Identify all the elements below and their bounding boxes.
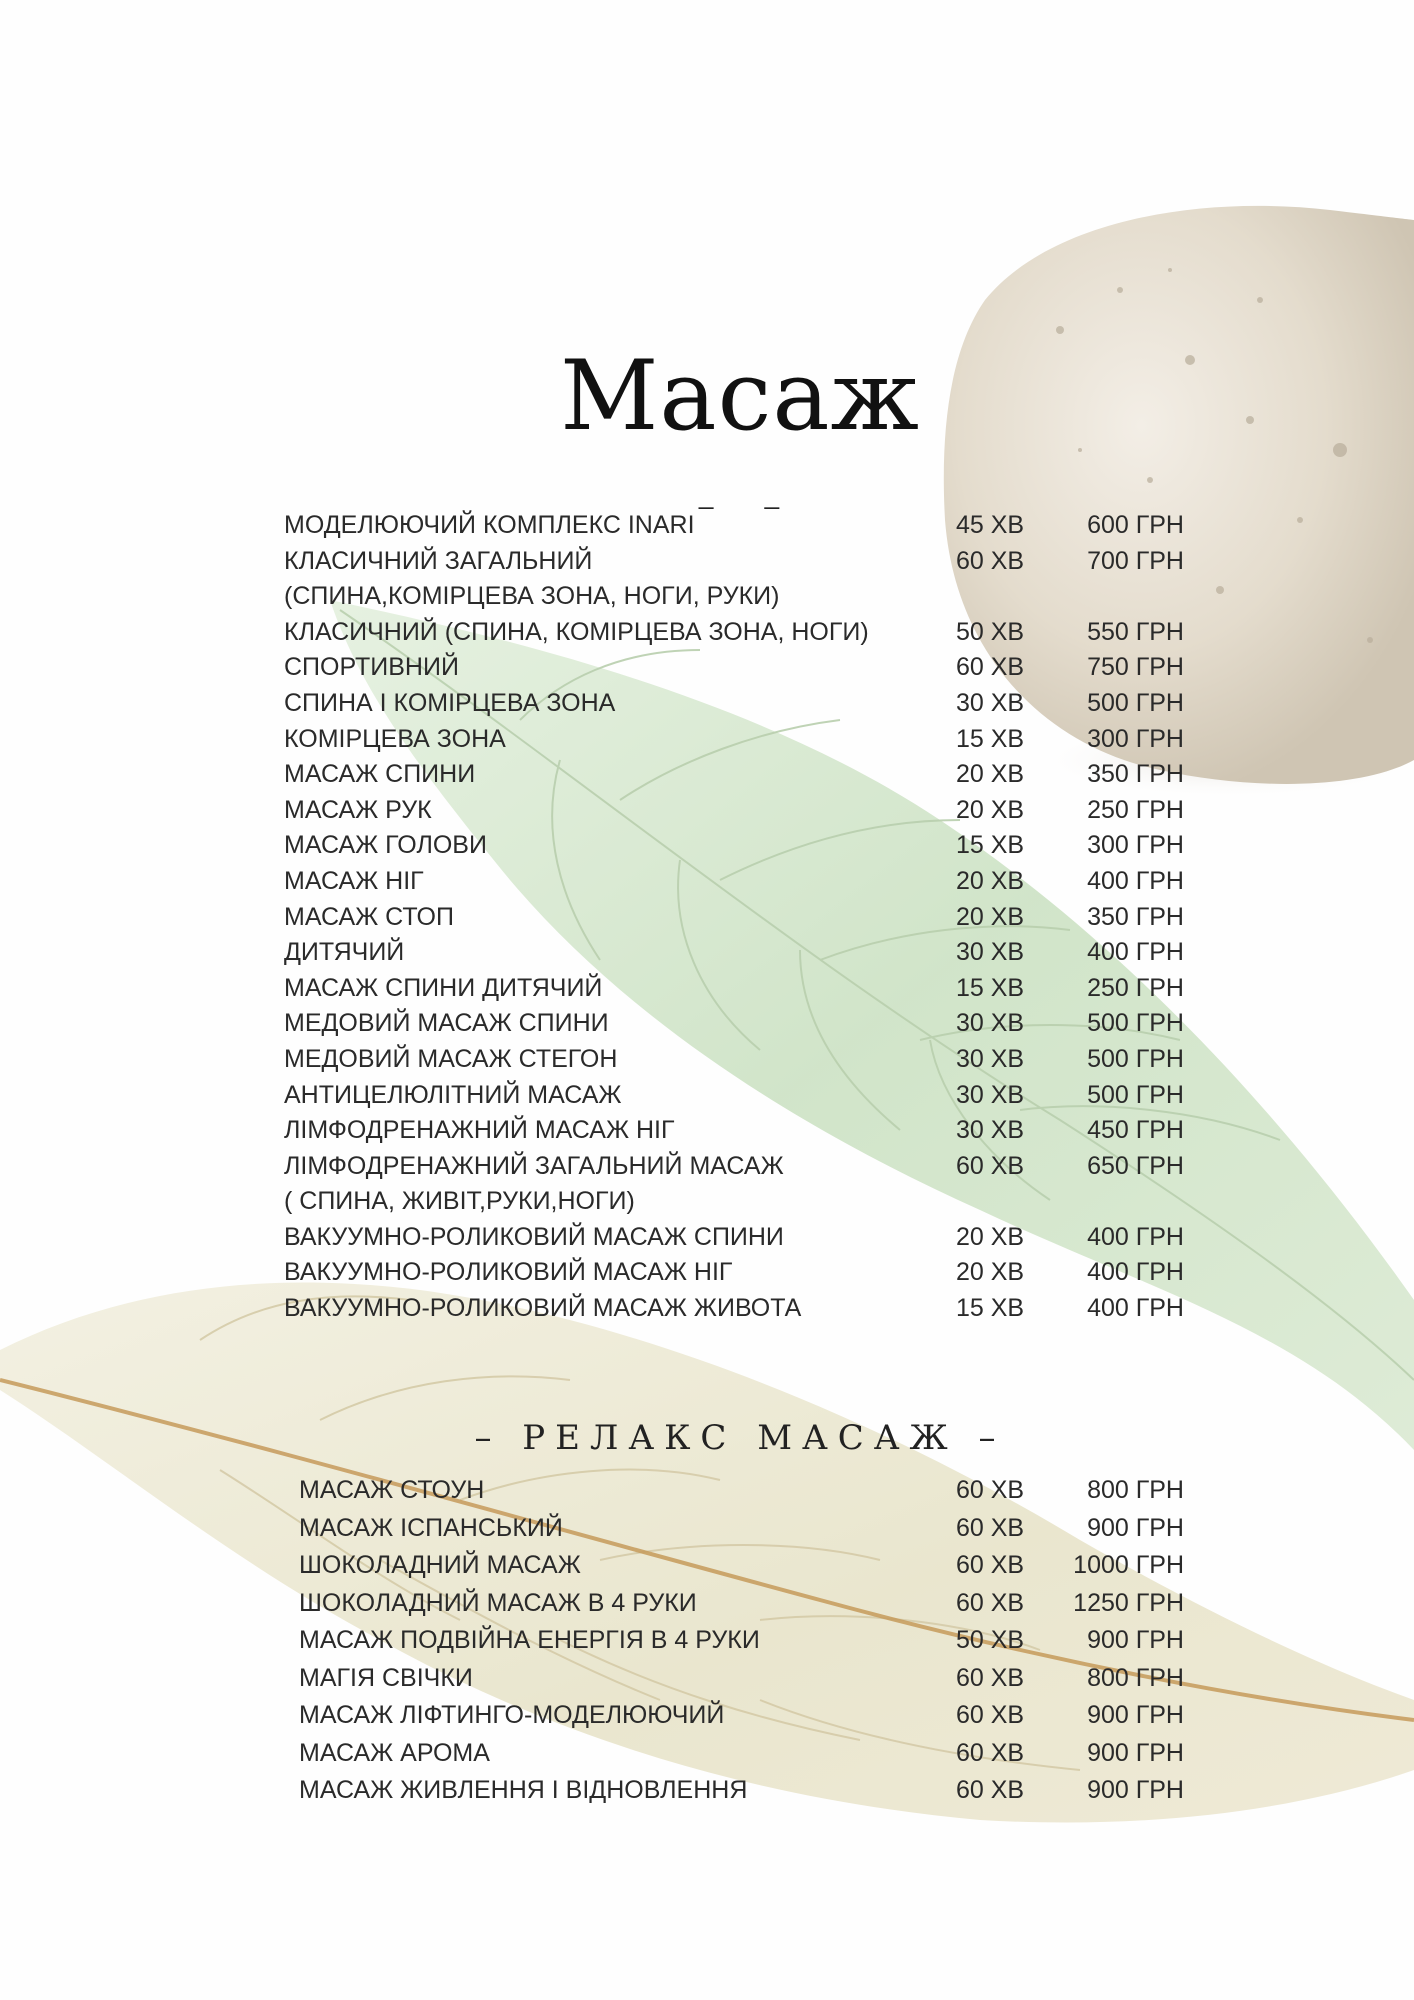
service-duration: 45 ХВ (956, 511, 1025, 539)
service-duration: 20 ХВ (956, 866, 1025, 895)
service-price: 600 ГРН (1087, 511, 1184, 539)
service-price: 300 ГРН (1087, 831, 1184, 860)
service-price: 350 ГРН (1087, 760, 1184, 789)
service-duration: 50 ХВ (956, 617, 1025, 646)
page-title: Масаж (560, 340, 920, 452)
service-price: 250 ГРН (1087, 795, 1184, 824)
service-name: КОМІРЦЕВА ЗОНА (284, 724, 506, 753)
service-price: 400 ГРН (1087, 1258, 1184, 1287)
price-row (284, 686, 1184, 722)
service-duration: 30 ХВ (956, 1080, 1025, 1109)
price-row (284, 900, 1184, 936)
service-name: МАСАЖ СТОП (284, 902, 454, 931)
service-duration: 30 ХВ (956, 688, 1025, 717)
service-name: ШОКОЛАДНИЙ МАСАЖ В 4 РУКИ (299, 1588, 697, 1617)
price-row (284, 935, 1184, 971)
relax-price-list (299, 1472, 1184, 1810)
service-name: МАСАЖ ГОЛОВИ (284, 831, 487, 860)
service-duration: 60 ХВ (956, 1588, 1025, 1617)
service-name: МАСАЖ СТОУН (299, 1476, 485, 1504)
service-name: СПИНА І КОМІРЦЕВА ЗОНА (284, 688, 616, 717)
service-duration: 20 ХВ (956, 902, 1025, 931)
service-duration: 60 ХВ (956, 653, 1025, 682)
service-price: 350 ГРН (1087, 902, 1184, 931)
price-row (299, 1622, 1184, 1660)
service-name: МАСАЖ РУК (284, 795, 432, 824)
service-price: 1000 ГРН (1073, 1551, 1184, 1579)
service-price: 300 ГРН (1087, 724, 1184, 753)
service-duration: 15 ХВ (956, 831, 1025, 860)
price-row (299, 1660, 1184, 1698)
price-row (284, 1042, 1184, 1078)
service-name: МЕДОВИЙ МАСАЖ СПИНИ (284, 1009, 609, 1038)
price-row (284, 971, 1184, 1007)
service-price: 800 ГРН (1087, 1476, 1184, 1504)
price-row (284, 544, 1184, 580)
service-price: 1250 ГРН (1073, 1588, 1184, 1617)
service-duration: 60 ХВ (956, 1663, 1025, 1692)
service-name: ШОКОЛАДНИЙ МАСАЖ (299, 1551, 581, 1579)
service-duration: 15 ХВ (956, 973, 1025, 1002)
service-name: ЛІМФОДРЕНАЖНИЙ МАСАЖ НІГ (284, 1116, 675, 1145)
service-price: 900 ГРН (1087, 1626, 1184, 1654)
service-price: 550 ГРН (1087, 617, 1184, 646)
service-duration: 60 ХВ (956, 546, 1025, 575)
service-name: ( СПИНА, ЖИВІТ,РУКИ,НОГИ) (284, 1187, 635, 1216)
price-row (284, 1184, 1184, 1220)
price-row (284, 579, 1184, 615)
price-row (284, 615, 1184, 651)
service-name: ВАКУУМНО-РОЛИКОВИЙ МАСАЖ НІГ (284, 1258, 733, 1287)
massage-price-list (284, 508, 1184, 1327)
service-price: 500 ГРН (1087, 1080, 1184, 1109)
service-duration: 30 ХВ (956, 938, 1025, 967)
service-duration: 60 ХВ (956, 1701, 1025, 1729)
price-row (284, 1291, 1184, 1327)
service-price: 450 ГРН (1087, 1116, 1184, 1145)
price-row (299, 1547, 1184, 1585)
service-price: 250 ГРН (1087, 973, 1184, 1002)
service-name: ДИТЯЧИЙ (284, 938, 405, 967)
service-duration: 20 ХВ (956, 795, 1025, 824)
price-row (299, 1472, 1184, 1510)
service-name: МАСАЖ СПИНИ (284, 760, 476, 789)
price-row (284, 757, 1184, 793)
service-price: 900 ГРН (1087, 1513, 1184, 1542)
service-name: МАСАЖ ІСПАНСЬКИЙ (299, 1513, 563, 1542)
price-row (284, 1255, 1184, 1291)
service-duration: 30 ХВ (956, 1044, 1025, 1073)
service-price: 900 ГРН (1087, 1701, 1184, 1729)
price-row (284, 1078, 1184, 1114)
service-duration: 50 ХВ (956, 1626, 1025, 1654)
price-row (299, 1585, 1184, 1623)
service-name: ВАКУУМНО-РОЛИКОВИЙ МАСАЖ ЖИВОТА (284, 1294, 802, 1323)
service-name: СПОРТИВНИЙ (284, 653, 459, 682)
service-name: МАГІЯ СВІЧКИ (299, 1663, 473, 1692)
service-name: (СПИНА,КОМІРЦЕВА ЗОНА, НОГИ, РУКИ) (284, 582, 780, 611)
price-row (299, 1697, 1184, 1735)
service-name: МОДЕЛЮЮЧИЙ КОМПЛЕКС INARI (284, 511, 695, 539)
service-name: МЕДОВИЙ МАСАЖ СТЕГОН (284, 1044, 618, 1073)
price-row (284, 722, 1184, 758)
price-row (284, 864, 1184, 900)
service-name: ЛІМФОДРЕНАЖНИЙ ЗАГАЛЬНИЙ МАСАЖ (284, 1151, 784, 1180)
service-price: 400 ГРН (1087, 1294, 1184, 1323)
service-name: КЛАСИЧНИЙ ЗАГАЛЬНИЙ (284, 546, 593, 575)
service-name: МАСАЖ АРОМА (299, 1738, 490, 1767)
service-price: 650 ГРН (1087, 1151, 1184, 1180)
service-price: 400 ГРН (1087, 938, 1184, 967)
service-duration: 20 ХВ (956, 1258, 1025, 1287)
relax-section-title: – РЕЛАКС МАСАЖ – (474, 1418, 1006, 1458)
service-price: 900 ГРН (1087, 1776, 1184, 1804)
service-name: МАСАЖ СПИНИ ДИТЯЧИЙ (284, 973, 603, 1002)
service-price: 400 ГРН (1087, 1222, 1184, 1251)
service-name: МАСАЖ ПОДВІЙНА ЕНЕРГІЯ В 4 РУКИ (299, 1626, 760, 1654)
price-row (284, 1220, 1184, 1256)
service-name: АНТИЦЕЛЮЛІТНИЙ МАСАЖ (284, 1080, 622, 1109)
service-price: 500 ГРН (1087, 1044, 1184, 1073)
service-duration: 15 ХВ (956, 724, 1025, 753)
service-duration: 60 ХВ (956, 1151, 1025, 1180)
service-price: 500 ГРН (1087, 1009, 1184, 1038)
price-row (299, 1772, 1184, 1810)
service-duration: 60 ХВ (956, 1476, 1025, 1504)
service-price: 700 ГРН (1087, 546, 1184, 575)
price-row (284, 1149, 1184, 1185)
price-row (284, 828, 1184, 864)
price-row (284, 793, 1184, 829)
service-price: 900 ГРН (1087, 1738, 1184, 1767)
service-duration: 30 ХВ (956, 1009, 1025, 1038)
price-row (299, 1510, 1184, 1548)
service-duration: 15 ХВ (956, 1294, 1025, 1323)
service-duration: 60 ХВ (956, 1551, 1025, 1579)
service-price: 750 ГРН (1087, 653, 1184, 682)
service-duration: 20 ХВ (956, 760, 1025, 789)
price-row (284, 1006, 1184, 1042)
service-price: 800 ГРН (1087, 1663, 1184, 1692)
price-row (284, 508, 1184, 544)
title-dashes: _ _ (698, 480, 802, 510)
service-price: 400 ГРН (1087, 866, 1184, 895)
service-name: ВАКУУМНО-РОЛИКОВИЙ МАСАЖ СПИНИ (284, 1222, 784, 1251)
service-name: МАСАЖ ЛІФТИНГО-МОДЕЛЮЮЧИЙ (299, 1701, 725, 1729)
service-name: МАСАЖ НІГ (284, 866, 424, 895)
service-duration: 60 ХВ (956, 1738, 1025, 1767)
service-duration: 20 ХВ (956, 1222, 1025, 1251)
service-duration: 60 ХВ (956, 1776, 1025, 1804)
price-row (284, 650, 1184, 686)
price-row (284, 1113, 1184, 1149)
service-duration: 30 ХВ (956, 1116, 1025, 1145)
service-price: 500 ГРН (1087, 688, 1184, 717)
service-name: МАСАЖ ЖИВЛЕННЯ І ВІДНОВЛЕННЯ (299, 1776, 748, 1804)
service-name: КЛАСИЧНИЙ (СПИНА, КОМІРЦЕВА ЗОНА, НОГИ) (284, 617, 869, 646)
price-row (299, 1735, 1184, 1773)
service-duration: 60 ХВ (956, 1513, 1025, 1542)
